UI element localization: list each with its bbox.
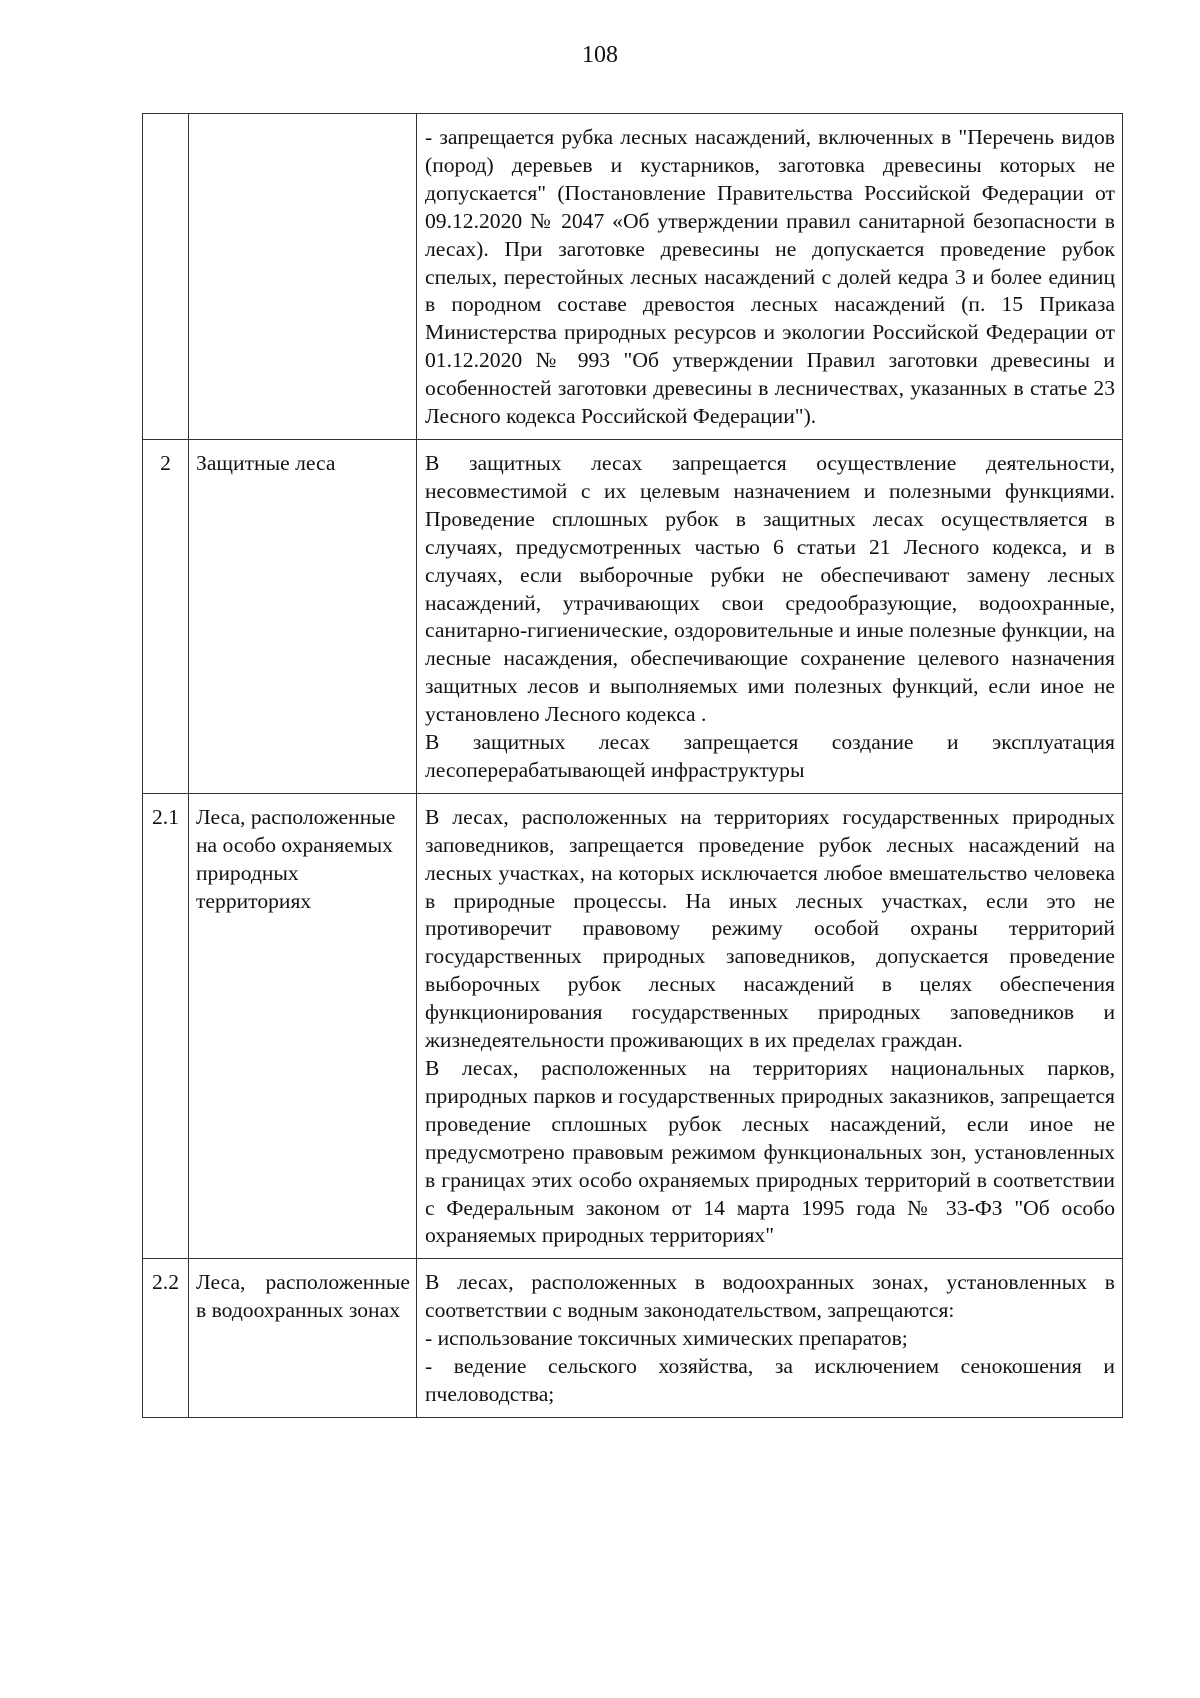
paragraph: В защитных лесах запрещается осуществление деятельности, несовместимой с их целевым назначением и полезными функциями. Проведение сплошных рубок в защитных лесах осуществляется в случаях, предусмотренных частью 6 статьи 21 Лесного кодекса, и в случаях, если выборочные рубки не обеспечивают замену лесных насаждений, утрачивающих свои средообразующие, водоохранные, санитарно-гигиенические, оздоровительные и иные полезные функции, на лесные насаждения, обеспечивающие сохранение целевого назначения защитных лесов и выполняемых ими полезных функций, если иное не установлено Лесного кодекса .: [425, 450, 1115, 727]
table-row: [143, 114, 1123, 440]
row-text: [417, 439, 1123, 793]
paragraph: В защитных лесах запрещается создание и эксплуатация лесоперерабатывающей инфраструктуры: [425, 730, 1115, 782]
row-text: [417, 1259, 1123, 1418]
paragraph: В лесах, расположенных на территориях национальных парков, природных парков и государственных природных заказников, запрещается проведение сплошных рубок лесных насаждений, если иное не предусмотрено правовым режимом функциональных зон, установленных в границах этих особо охраняемых природных территорий в соответствии с Федеральным законом от 14 марта 1995 года № 33-ФЗ "Об особо охраняемых природных территориях": [425, 1056, 1115, 1248]
paragraph: В лесах, расположенных в водоохранных зонах, установленных в соответствии с водным законодательством, запрещаются:: [425, 1270, 1115, 1323]
regulations-table: [142, 113, 1123, 1418]
row-category: [189, 114, 417, 440]
paragraph: В лесах, расположенных на территориях государственных природных заповедников, запрещается проведение рубок лесных насаждений на лесных участках, на которых исключается любое вмешательство человека в природные процессы. На иных лесных участках, если это не противоречит правовому режиму особой охраны территорий государственных природных заповедников, допускается проведение выборочных рубок лесных насаждений в целях обеспечения функционирования государственных природных заповедников и жизнедеятельности проживающих в их пределах граждан.: [425, 804, 1115, 1053]
table-row: [143, 793, 1123, 1259]
table-row: [143, 1259, 1123, 1418]
paragraph: - использование токсичных химических препаратов;: [425, 1326, 908, 1351]
row-number: 2: [143, 439, 189, 793]
row-text: [417, 114, 1123, 440]
row-category: Защитные леса: [189, 439, 417, 793]
row-number: [143, 114, 189, 440]
row-number: 2.1: [143, 793, 189, 1259]
table-row: [143, 439, 1123, 793]
row-text: [417, 793, 1123, 1259]
paragraph: - запрещается рубка лесных насаждений, включенных в "Перечень видов (пород) деревьев и кустарников, заготовка древесины которых не допускается" (Постановление Правительства Российской Федерации от 09.12.2020 № 2047 «Об утверждении правил санитарной безопасности в лесах). При заготовке древесины не допускается проведение рубок спелых, перестойных лесных насаждений с долей кедра 3 и более единиц в породном составе древостоя лесных насаждений (п. 15 Приказа Министерства природных ресурсов и экологии Российской Федерации от 01.12.2020 № 993 "Об утверждении Правил заготовки древесины и особенностей заготовки древесины в лесничествах, указанных в статье 23 Лесного кодекса Российской Федерации").: [425, 125, 1115, 429]
row-category: Леса, расположенные на особо охраняемых природных территориях: [189, 793, 417, 1259]
row-category: Леса, расположенные в водоохранных зонах: [189, 1259, 417, 1418]
paragraph: - ведение сельского хозяйства, за исключением сенокошения и пчеловодства;: [425, 1354, 1115, 1406]
row-number: 2.2: [143, 1259, 189, 1418]
page-number: 108: [582, 42, 618, 68]
